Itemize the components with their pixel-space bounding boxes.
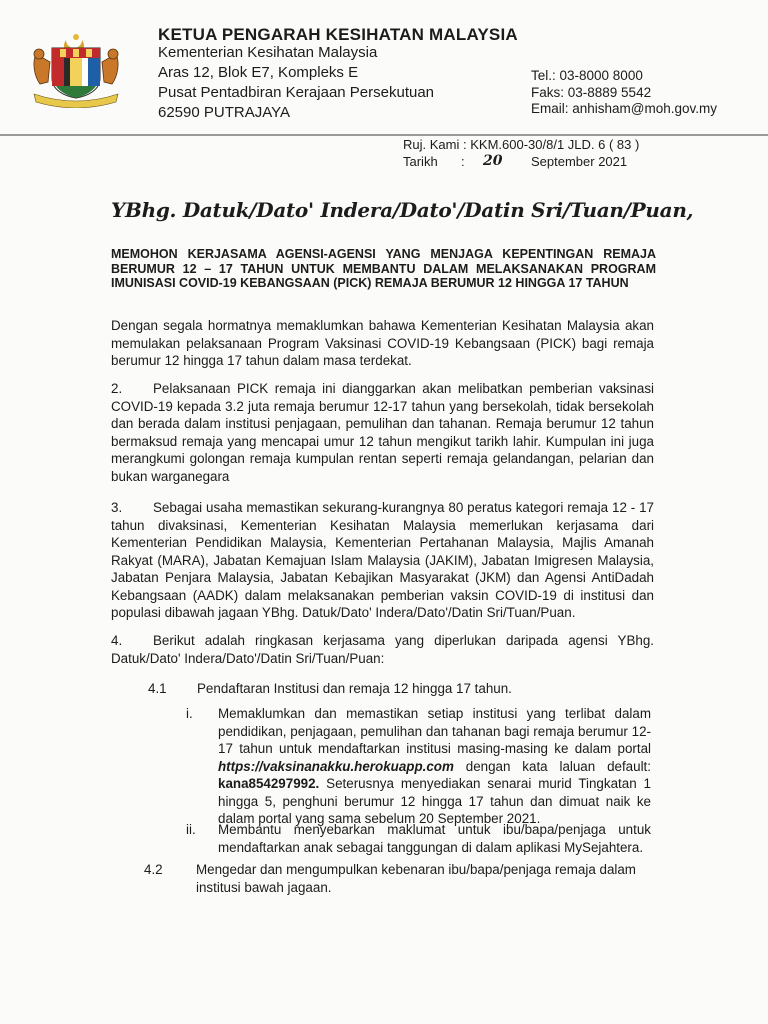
address-line: Kementerian Kesihatan Malaysia	[158, 44, 378, 61]
fax: Faks: 03-8889 5542	[531, 84, 652, 100]
list-item-text: Membantu menyebarkan maklumat untuk ibu/bapa/penjaga untuk mendaftarkan anak sebagai tanggungan di dalam aplikasi MySejahtera.	[218, 822, 651, 855]
reference-number: KKM.600-30/8/1 JLD. 6 ( 83 )	[470, 137, 640, 152]
paragraph-text: Sebagai usaha memastikan sekurang-kurangnya 80 peratus kategori remaja 12 - 17 tahun divaksinasi, Kementerian Kesihatan Malaysia memerlukan kerjasama dari Kementerian Pendidikan Malaysia, Kementerian Pertahanan Malaysia, Majlis Amanah Rakyat (MARA), Jabatan Kemajuan Islam Malaysia (JAKIM), Jabatan Imigresen Malaysia, Jabatan Penjara Malaysia, Jabatan Kebajikan Masyarakat (JKM) dan Agensi AntiDadah Kebangsaan (AADK) dalam melaksanakan pemberian vaksin COVID-19 di institusi dan populasi dibawah jagaan YBhg. Datuk/Dato' Indera/Dato'/Datin Sri/Tuan/Puan.	[111, 500, 654, 620]
list-item-text	[218, 705, 651, 828]
salutation: YBhg. Datuk/Dato' Indera/Dato'/Datin Sri/Tuan/Puan,	[111, 198, 694, 222]
date-day-handwritten: 20	[483, 153, 503, 169]
paragraph-number: 4.	[111, 633, 123, 648]
paragraph-3	[111, 499, 654, 622]
letterhead-divider	[0, 134, 768, 136]
email: Email: anhisham@moh.gov.my	[531, 101, 718, 116]
default-password: kana854297992.	[218, 776, 320, 791]
paragraph-text: Pelaksanaan PICK remaja ini dianggarkan akan melibatkan pemberian vaksinasi COVID-19 kepada 3.2 juta remaja berumur 12-17 tahun yang bersekolah, tidak bersekolah dan berada dalam institusi penjagaan, pemulihan dan tahanan. Remaja berumur 12 tahun bermaksud remaja yang mencapai umur 12 tahun mengikut tarikh lahir. Kumpulan ini juga merangkumi golongan remaja kumpulan rentan seperti remaja gelandangan, pelarian dan bukan warganegara	[111, 381, 654, 484]
list-item-number: ii.	[186, 822, 196, 837]
date-label: Tarikh	[403, 154, 438, 169]
date-row	[403, 153, 639, 170]
list-item-number: i.	[186, 706, 193, 721]
reference-block	[403, 136, 639, 170]
list-item-text-part: Seterusnya menyediakan senarai murid Tingkatan 1 hingga 5, penghuni berumur 12 hingga 17 tahun dan dimuat naik ke dalam portal yang sama sebelum 20 September 2021.	[218, 776, 651, 826]
telephone: Tel.: 03-8000 8000	[531, 68, 643, 83]
paragraph-number: 2.	[111, 381, 123, 396]
address-line: 62590 PUTRAJAYA	[158, 104, 291, 121]
section-text: Mengedar dan mengumpulkan kebenaran ibu/bapa/penjaga remaja dalam institusi bawah jagaan.	[196, 862, 636, 895]
paragraph-2	[111, 380, 654, 485]
section-number: 4.1	[148, 681, 167, 696]
list-item-text-part: dengan kata laluan default:	[453, 758, 651, 774]
date-separator: :	[461, 154, 465, 169]
list-item-i	[186, 705, 651, 828]
letter-subject: MEMOHON KERJASAMA AGENSI-AGENSI YANG MENJAGA KEPENTINGAN REMAJA BERUMUR 12 – 17 TAHUN UNTUK MEMBANTU DALAM MELAKSANAKAN PROGRAM IMUNISASI COVID-19 KEBANGSAAN (PICK) REMAJA BERUMUR 12 HINGGA 17 TAHUN	[111, 247, 656, 290]
coat-of-arms-icon	[30, 32, 122, 108]
paragraph-1: Dengan segala hormatnya memaklumkan bahawa Kementerian Kesihatan Malaysia akan memulakan pelaksanaan Program Vaksinasi COVID-19 Kebangsaan (PICK) bagi remaja berumur 12 hingga 17 tahun dalam masa terdekat.	[111, 318, 654, 368]
section-4-2	[144, 861, 652, 896]
paragraph-4	[111, 632, 654, 667]
address-line: Aras 12, Blok E7, Kompleks E	[158, 64, 359, 81]
reference-number-row	[403, 136, 639, 153]
list-item-text-part: Memaklumkan dan memastikan setiap institusi yang terlibat dalam pendidikan, penjagaan, pemulihan dan tahanan bagi remaja berumur 12-17 tahun untuk mendaftarkan institusi masing-masing ke dalam portal	[218, 706, 651, 756]
reference-label: Ruj. Kami	[403, 137, 460, 152]
section-number: 4.2	[144, 862, 163, 877]
date-month-year: September 2021	[531, 154, 628, 169]
letterhead-address	[158, 43, 434, 123]
list-item-ii	[186, 821, 651, 856]
organisation-title: KETUA PENGARAH KESIHATAN MALAYSIA	[158, 25, 518, 44]
reference-separator: :	[462, 137, 467, 152]
paragraph-number: 3.	[111, 500, 123, 515]
letterhead-contact	[531, 68, 717, 118]
address-line: Pusat Pentadbiran Kerajaan Persekutuan	[158, 84, 435, 101]
paragraph-text: Berikut adalah ringkasan kerjasama yang diperlukan daripada agensi YBhg. Datuk/Dato' Indera/Dato'/Datin Sri/Tuan/Puan:	[111, 633, 654, 666]
section-4-1-heading	[148, 680, 512, 698]
section-title: Pendaftaran Institusi dan remaja 12 hingga 17 tahun.	[197, 681, 512, 696]
portal-link[interactable]: https://vaksinanakku.herokuapp.com	[218, 758, 454, 774]
